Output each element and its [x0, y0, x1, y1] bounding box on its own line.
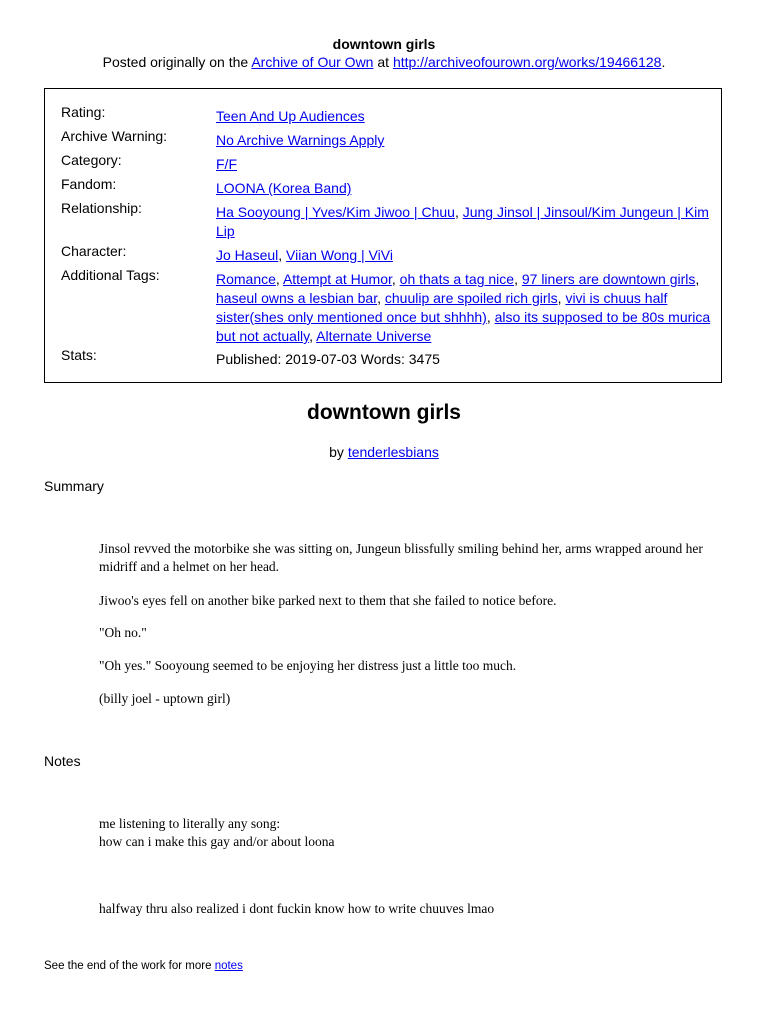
posted-prefix: Posted originally on the: [102, 54, 252, 70]
character-link[interactable]: Viian Wong | ViVi: [286, 247, 393, 263]
notes-paragraph: me listening to literally any song: how can i make this gay and/or about loona: [99, 816, 335, 849]
notes-link[interactable]: notes: [214, 960, 243, 972]
rating-label: Rating:: [61, 104, 106, 120]
tag-link[interactable]: chuulip are spoiled rich girls: [384, 290, 558, 306]
tag-link[interactable]: 97 liners are downtown girls: [521, 271, 696, 287]
tag-link[interactable]: Attempt at Humor: [282, 271, 392, 287]
posted-originally-line: [0, 54, 768, 70]
archive-link[interactable]: Archive of Our Own: [251, 54, 374, 70]
tag-link[interactable]: Alternate Universe: [316, 328, 432, 344]
character-link[interactable]: Jo Haseul: [216, 247, 279, 263]
author-link[interactable]: tenderlesbians: [347, 444, 439, 460]
work-title: downtown girls: [307, 401, 461, 424]
rating-link[interactable]: Teen And Up Audiences: [216, 108, 365, 124]
end-notes-pointer: [44, 960, 243, 972]
stats-value: Published: 2019-07-03 Words: 3475: [216, 351, 440, 367]
tag-link[interactable]: vivi is chuus half sister(shes only mentioned once but shhhh): [216, 290, 668, 325]
tag-link[interactable]: Romance: [216, 271, 276, 287]
tag-link[interactable]: haseul owns a lesbian bar: [216, 290, 378, 306]
warning-link[interactable]: No Archive Warnings Apply: [216, 132, 385, 148]
category-label: Category:: [61, 152, 122, 168]
fandom-label: Fandom:: [61, 176, 117, 192]
tags-label: Additional Tags:: [61, 267, 160, 283]
relationship-link[interactable]: Jung Jinsol | Jinsoul/Kim Jungeun | Kim Lip: [216, 204, 709, 239]
summary-paragraph: Jinsol revved the motorbike she was sitting on, Jungeun blissfully smiling behind her, arms wrapped around her midriff and a helmet on her head.: [99, 541, 703, 574]
summary-paragraph: "Oh yes." Sooyoung seemed to be enjoying her distress just a little too much.: [99, 658, 517, 673]
page-title: downtown girls: [332, 36, 436, 52]
end-note-text: See the end of the work for more: [44, 960, 215, 972]
work-metadata-box: Rating: Teen And Up Audiences Archive Warning: No Archive Warnings Apply Category: F/F Fandom: LOONA (Korea Band) Relationship: Ha Sooyoung | Yves/Kim Jiwoo | Chuu, Jung Jinsol | Jinsoul/Kim Jungeun | Kim Lip Character: Jo Haseul, Viian Wong | ViVi Additional Tags: Romance, Attempt at Humor, oh thats a tag nice, 97 liners are downtown girls, haseul owns a lesbian bar, chuulip are spoiled rich girls, vivi is chuus half sister(shes only mentioned once but shhhh), also its supposed to be 80s murica but not actually, Alternate Universe Stats: Published: 2019-07-03 Words: 3475: [44, 88, 722, 383]
work-url-link[interactable]: http://archiveofourown.org/works/19466128: [392, 54, 662, 70]
stats-label: Stats:: [61, 347, 97, 363]
character-label: Character:: [61, 243, 127, 259]
warning-label: Archive Warning:: [61, 128, 168, 144]
relationship-label: Relationship:: [61, 200, 142, 216]
summary-paragraph: (billy joel - uptown girl): [99, 691, 231, 706]
tag-link[interactable]: also its supposed to be 80s murica but not actually: [216, 309, 711, 344]
posted-mid: at: [373, 54, 393, 70]
byline: [0, 444, 768, 460]
fandom-link[interactable]: LOONA (Korea Band): [216, 180, 352, 196]
notes-paragraph: halfway thru also realized i dont fuckin know how to write chuuves lmao: [99, 901, 495, 916]
category-link[interactable]: F/F: [216, 156, 237, 172]
posted-suffix: .: [661, 54, 666, 70]
relationship-link[interactable]: Ha Sooyoung | Yves/Kim Jiwoo | Chuu: [216, 204, 455, 220]
tag-link[interactable]: oh thats a tag nice: [399, 271, 515, 287]
summary-paragraph: "Oh no.": [99, 625, 147, 640]
summary-heading: Summary: [44, 478, 104, 494]
notes-heading: Notes: [44, 753, 81, 769]
summary-paragraph: Jiwoo's eyes fell on another bike parked next to them that she failed to notice before.: [99, 593, 557, 608]
byline-prefix: by: [329, 444, 348, 460]
